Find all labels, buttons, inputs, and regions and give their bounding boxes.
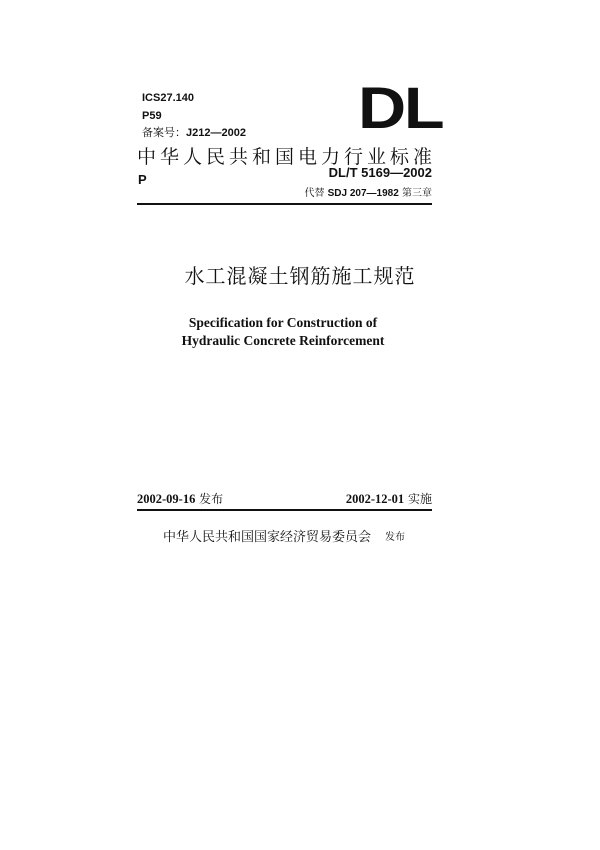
ics-code: ICS27.140 bbox=[142, 92, 194, 104]
issue-date-value: 2002-09-16 bbox=[137, 492, 196, 506]
replaces-note bbox=[304, 184, 432, 199]
bottom-divider bbox=[137, 509, 432, 511]
effective-date bbox=[346, 490, 432, 507]
issue-label: 发布 bbox=[199, 492, 224, 506]
issuer-action: 发布 bbox=[385, 532, 405, 543]
record-number bbox=[142, 124, 246, 140]
effective-label: 实施 bbox=[407, 492, 432, 506]
standard-type: 中华人民共和国电力行业标准 bbox=[137, 146, 437, 168]
replaces-suffix: 第三章 bbox=[402, 188, 432, 199]
issuer-name: 中华人民共和国国家经济贸易委员会 bbox=[163, 530, 372, 545]
ccs-code: P59 bbox=[142, 110, 162, 122]
title-english-line1: Specification for Construction of bbox=[188, 315, 378, 330]
record-label: 备案号： bbox=[142, 127, 186, 139]
replaces-code: SDJ 207—1982 bbox=[327, 188, 399, 199]
effective-date-value: 2002-12-01 bbox=[345, 492, 405, 506]
record-value: J212—2002 bbox=[186, 127, 246, 139]
replaces-prefix: 代替 bbox=[304, 188, 325, 199]
title-chinese: 水工混凝土钢筋施工规范 bbox=[184, 264, 416, 288]
issue-date bbox=[137, 490, 223, 507]
top-divider bbox=[137, 203, 432, 205]
dl-logo: DL bbox=[358, 76, 443, 141]
standard-number: DL/T 5169—2002 bbox=[328, 165, 432, 180]
title-english-line2: Hydraulic Concrete Reinforcement bbox=[181, 333, 385, 348]
category-letter: P bbox=[138, 172, 147, 187]
